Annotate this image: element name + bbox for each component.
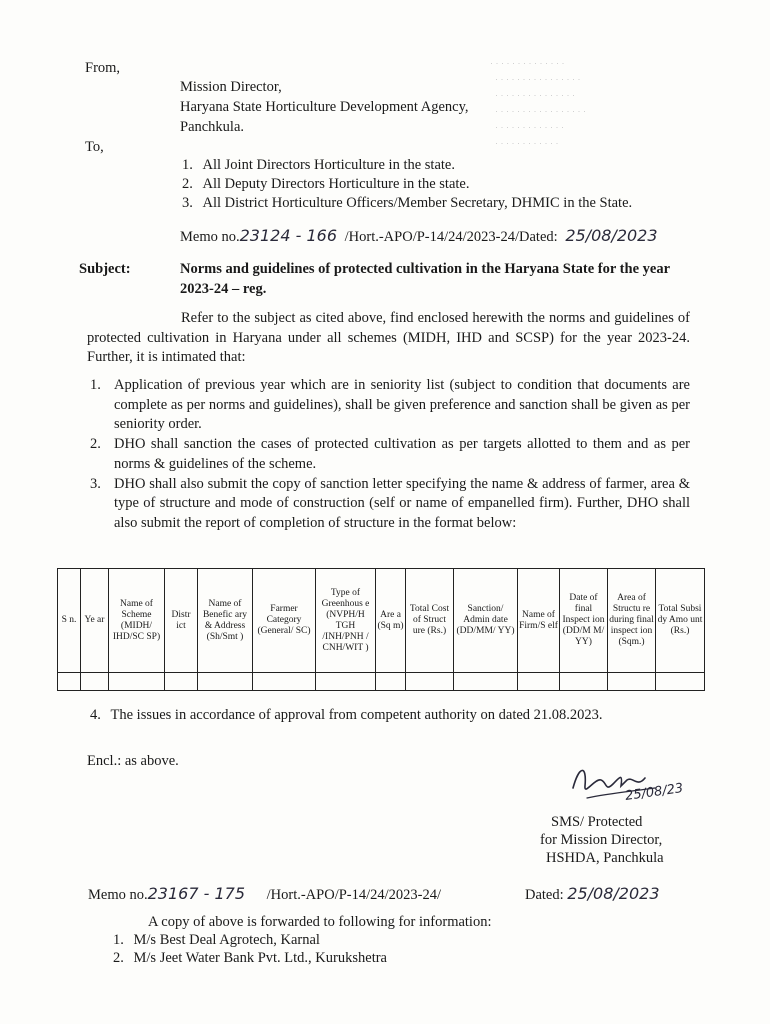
table-cell: [109, 673, 165, 691]
from-label: From,: [85, 60, 121, 76]
signature-date-handwritten: 25/08/23: [624, 781, 685, 804]
table-cell: [656, 673, 705, 691]
memo2-prefix: Memo no.: [88, 887, 148, 903]
bleed-through: · · · · · · · · · · · · · · · · ·: [495, 106, 586, 116]
recipient-num: 2.: [182, 176, 193, 192]
table-header-cell: Name of Benefic ary & Address (Sh/Smt ): [198, 569, 253, 673]
copy-text: M/s Jeet Water Bank Pvt. Ltd., Kurukshetra: [133, 950, 387, 966]
memo2-date-handwritten: 25/08/2023: [567, 884, 660, 903]
bleed-through: · · · · · · · · · · · ·: [495, 138, 559, 148]
table-header-cell: Total Subsi dy Amo unt (Rs.): [656, 569, 705, 673]
point-text: DHO shall sanction the cases of protected cultivation as per targets allotted to them and as per norms & guidelines of the scheme.: [114, 436, 690, 472]
copy-num: 2.: [113, 950, 124, 966]
recipient-item: [182, 156, 455, 175]
table-header-cell: Name of Firm/S elf: [518, 569, 560, 673]
recipient-text: All Deputy Directors Horticulture in the state.: [202, 176, 470, 192]
recipient-text: All Joint Directors Horticulture in the state.: [202, 157, 455, 173]
table-cell: [518, 673, 560, 691]
table-header-cell: Sanction/ Admin date (DD/MM/ YY): [454, 569, 518, 673]
copy-num: 1.: [113, 932, 124, 948]
table-cell: [454, 673, 518, 691]
table-cell: [165, 673, 198, 691]
point-item: [90, 706, 603, 725]
signature-line: SMS/ Protected: [551, 814, 643, 830]
intro-paragraph: Refer to the subject as cited above, find enclosed herewith the norms and guidelines of protected cultivation in Haryana under all schemes (MIDH, IHD and SCSP) for the year 2023-24. Further, it is intimated that:: [87, 310, 690, 365]
point-text: Application of previous year which are in seniority list (subject to condition that documents are complete as per norms and guidelines), shall be given preference and sanction shall be given as per seniority order.: [114, 377, 690, 432]
point-num: 1.: [90, 377, 101, 393]
table-cell: [560, 673, 608, 691]
table-header-cell: Type of Greenhous e (NVPH/H TGH /INH/PNH / CNH/WIT ): [316, 569, 376, 673]
point-item: [90, 475, 690, 534]
point-num: 3.: [90, 475, 101, 492]
table-header-cell: Are a (Sq m): [376, 569, 406, 673]
recipient-num: 3.: [182, 195, 193, 211]
recipient-num: 1.: [182, 157, 193, 173]
table-cell: [253, 673, 316, 691]
table-cell: [406, 673, 454, 691]
table-header-cell: Ye ar: [81, 569, 109, 673]
table-header-cell: Name of Scheme (MIDH/ IHD/SC SP): [109, 569, 165, 673]
memo-ref: /Hort.-APO/P-14/24/2023-24/Dated:: [344, 229, 558, 245]
bleed-through: · · · · · · · · · · · · · · ·: [495, 90, 575, 100]
table-cell: [608, 673, 656, 691]
copy-item: [113, 949, 387, 968]
bleed-through: · · · · · · · · · · · · ·: [495, 122, 564, 132]
to-label: To,: [85, 139, 104, 155]
format-table: [57, 568, 705, 691]
table-cell: [316, 673, 376, 691]
table-header-row: [58, 569, 705, 673]
bleed-through: · · · · · · · · · · · · · · · ·: [495, 74, 581, 84]
table-cell: [81, 673, 109, 691]
signature-line: for Mission Director,: [540, 832, 663, 848]
sender-line: Haryana State Horticulture Development Agency,: [180, 99, 469, 115]
signature-line: HSHDA, Panchkula: [546, 850, 664, 866]
subject-text: Norms and guidelines of protected cultivation in the Haryana State for the year 2023-24 – reg.: [180, 261, 670, 297]
sender-line: Mission Director,: [180, 79, 282, 95]
table-header-cell: Farmer Category (General/ SC): [253, 569, 316, 673]
memo-date-handwritten: 25/08/2023: [565, 226, 658, 245]
memo2-line: [88, 884, 441, 905]
memo-prefix: Memo no.: [180, 229, 240, 245]
recipient-item: [182, 175, 469, 194]
point-item: [90, 435, 690, 474]
point-text: The issues in accordance of approval from competent authority on dated 21.08.2023.: [110, 707, 603, 723]
enclosure-note: Encl.: as above.: [87, 753, 179, 769]
table-header-cell: Total Cost of Struct ure (Rs.): [406, 569, 454, 673]
table-empty-row: [58, 673, 705, 691]
memo2-ref: /Hort.-APO/P-14/24/2023-24/: [266, 887, 442, 903]
table-cell: [376, 673, 406, 691]
copy-item: [113, 931, 320, 950]
table-header-cell: Date of final Inspect ion (DD/M M/ YY): [560, 569, 608, 673]
memo-line: [180, 226, 658, 247]
point-num: 2.: [90, 436, 101, 452]
memo2-number-handwritten: 23167 - 175: [147, 884, 245, 903]
recipient-item: [182, 194, 632, 213]
table-header-cell: S n.: [58, 569, 81, 673]
point-num: 4.: [90, 707, 101, 723]
signature-scribble: [565, 758, 675, 808]
sender-line: Panchkula.: [180, 119, 245, 135]
table-cell: [58, 673, 81, 691]
memo2-dated: [525, 884, 660, 905]
memo-number-handwritten: 23124 - 166: [239, 226, 337, 245]
point-item: [90, 376, 690, 435]
point-text: DHO shall also submit the copy of sanction letter specifying the name & address of farmer, area & type of structure and mode of construction (self or name of empanelled firm). Further, DHO shall also submit the report of completion of structure in the format below:: [114, 475, 690, 531]
table-header-cell: Area of Structu re during final inspect ion (Sqm.): [608, 569, 656, 673]
subject-label: Subject:: [79, 261, 131, 277]
copy-forward-line: A copy of above is forwarded to following for information:: [148, 914, 492, 930]
copy-text: M/s Best Deal Agrotech, Karnal: [133, 932, 320, 948]
table-header-cell: Distr ict: [165, 569, 198, 673]
memo2-dated-label: Dated:: [525, 887, 564, 903]
recipient-text: All District Horticulture Officers/Member Secretary, DHMIC in the State.: [202, 195, 633, 211]
table-cell: [198, 673, 253, 691]
points-list: [90, 376, 690, 533]
bleed-through: · · · · · · · · · · · · · ·: [490, 58, 565, 68]
